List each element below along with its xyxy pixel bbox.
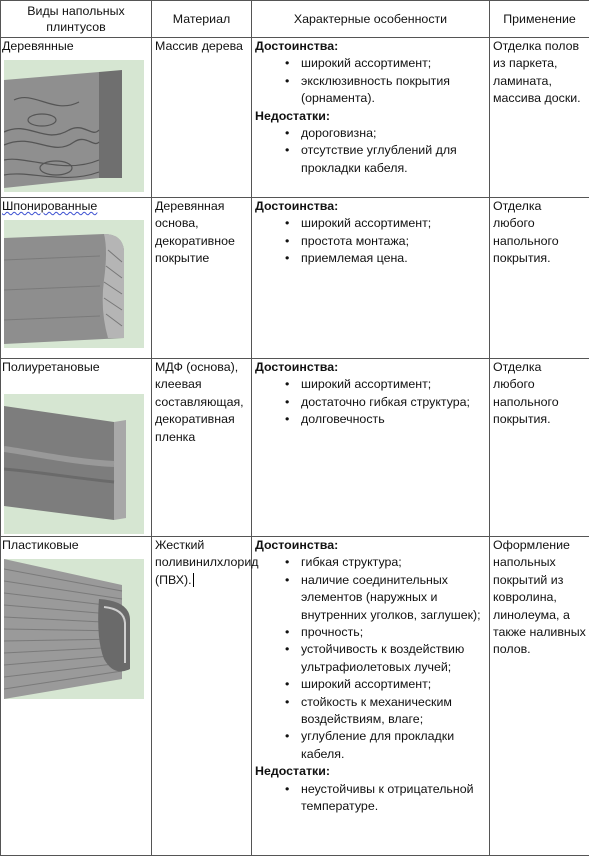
features-cell: [252, 537, 490, 856]
usage-cell: Отделка полов из паркета, ламината, массива доски.: [490, 38, 589, 198]
list-item: • достаточно гибкая структура;: [285, 394, 486, 411]
material-cell: Массив дерева: [152, 38, 252, 198]
header-kind: Виды напольных плинтусов: [1, 1, 152, 38]
header-usage: Применение: [490, 1, 589, 38]
kind-cell: [1, 198, 152, 359]
list-item: • широкий ассортимент;: [285, 376, 486, 393]
cons-list: [255, 781, 486, 816]
polyurethane-baseboard-illustration-icon: [4, 394, 144, 534]
list-item: • прочность;: [285, 624, 486, 641]
header-material: Материал: [152, 1, 252, 38]
pros-heading: Достоинства:: [255, 538, 339, 552]
list-item: • дороговизна;: [285, 125, 486, 142]
table-row: [1, 359, 589, 537]
list-item: • широкий ассортимент;: [285, 676, 486, 693]
list-item: • стойкость к механическим воздействиям, влаге;: [285, 694, 486, 729]
usage-cell: Оформление напольных покрытий из ковролина, линолеума, а также наливных полов.: [490, 537, 589, 856]
table-row: [1, 38, 589, 198]
pros-list: [255, 554, 486, 763]
list-item: • наличие соединительных элементов (наружных и внутренних уголков, заглушек);: [285, 572, 486, 624]
material-cell: [152, 537, 259, 856]
header-features: Характерные особенности: [252, 1, 490, 38]
usage-cell: Отделка любого напольного покрытия.: [490, 359, 589, 537]
pros-list: [255, 55, 486, 107]
features-cell: [252, 359, 490, 537]
wooden-baseboard-illustration-icon: [4, 60, 144, 192]
table-row: [1, 198, 589, 359]
cons-heading: Недостатки:: [255, 764, 330, 779]
list-item: • широкий ассортимент;: [285, 215, 486, 232]
features-cell: [252, 198, 490, 359]
kind-label: Деревянные: [2, 39, 74, 53]
table-row: [1, 537, 589, 856]
plastic-baseboard-illustration-icon: [4, 559, 144, 699]
kind-label: Пластиковые: [2, 538, 79, 552]
pros-heading: Достоинства:: [255, 199, 339, 213]
material-text[interactable]: Жесткий поливинилхлорид (ПВХ).: [155, 538, 259, 587]
list-item: • отсутствие углублений для прокладки кабеля.: [285, 142, 486, 177]
kind-cell: [1, 38, 152, 198]
features-cell: [252, 38, 490, 198]
usage-cell: Отделка любого напольного покрытия.: [490, 198, 589, 359]
pros-heading: Достоинства:: [255, 360, 339, 374]
kind-label: Полиуретановые: [2, 360, 100, 374]
list-item: • эксклюзивность покрытия (орнамента).: [285, 73, 486, 108]
kind-cell: [1, 359, 152, 537]
list-item: • простота монтажа;: [285, 233, 486, 250]
kind-label: Шпонированные: [2, 199, 98, 213]
veneered-baseboard-illustration-icon: [4, 220, 144, 348]
list-item: • неустойчивы к отрицательной температуре.: [285, 781, 486, 816]
header-row: [1, 1, 589, 38]
list-item: • углубление для прокладки кабеля.: [285, 728, 486, 763]
material-cell: МДФ (основа), клеевая составляющая, декоративная пленка: [152, 359, 252, 537]
material-cell: Деревянная основа, декоративное покрытие: [152, 198, 252, 359]
pros-list: [255, 215, 486, 267]
list-item: • долговечность: [285, 411, 486, 428]
pros-heading: Достоинства:: [255, 39, 339, 53]
list-item: • устойчивость к воздействию ультрафиолетовых лучей;: [285, 641, 486, 676]
list-item: • широкий ассортимент;: [285, 55, 486, 72]
list-item: • гибкая структура;: [285, 554, 486, 571]
pros-list: [255, 376, 486, 428]
list-item: • приемлемая цена.: [285, 250, 486, 267]
kind-cell: [1, 537, 152, 856]
cons-heading: Недостатки:: [255, 108, 330, 123]
cons-list: [255, 125, 486, 177]
